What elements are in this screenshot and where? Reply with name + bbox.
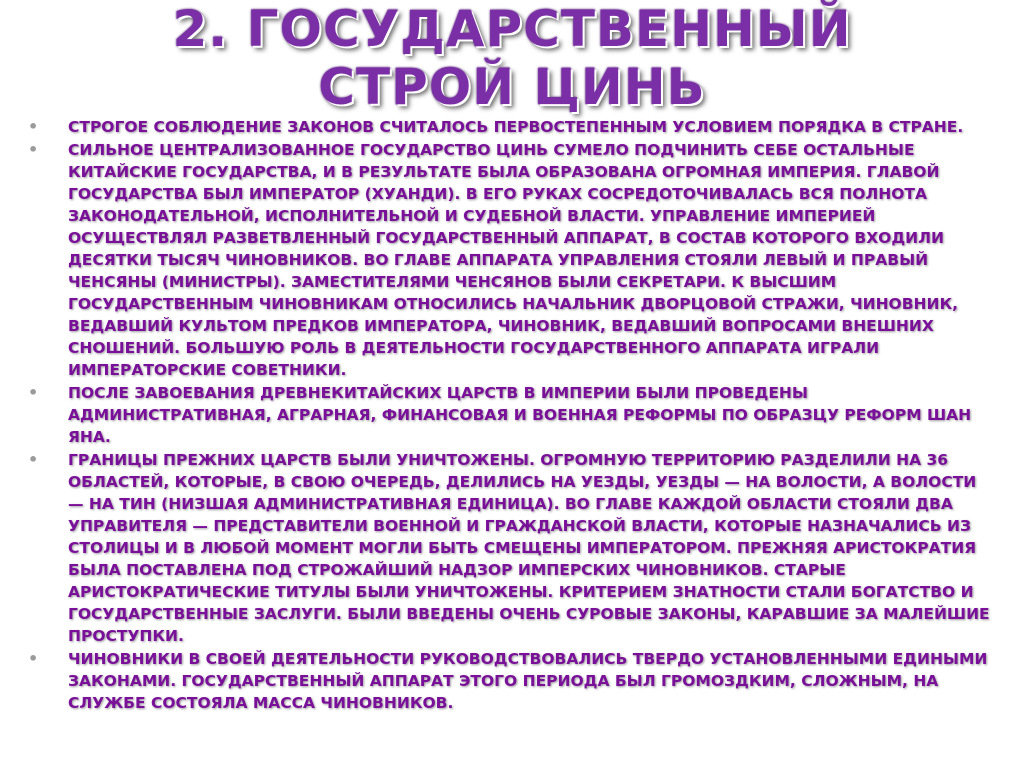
bullet-text: ЧИНОВНИКИ В СВОЕЙ ДЕЯТЕЛЬНОСТИ РУКОВОДСТВОВАЛИСЬ ТВЕРДО УСТАНОВЛЕННЫМИ ЕДИНЫМИ ЗАКОНАМИ. ГОСУДАРСТВЕННЫЙ АППАРАТ ЭТОГО ПЕРИОДА БЫЛ ГРОМОЗДКИМ, СЛОЖНЫМ, НА СЛУЖБЕ СОСТОЯЛА МАССА ЧИНОВНИКОВ. [68,650,988,712]
bullet-list [28,116,993,715]
slide-title-line-1: 2. ГОСУДАРСТВЕННЫЙ [172,0,852,58]
bullet-dot: • [28,117,39,136]
bullet-item [28,449,993,647]
bullet-item [28,116,993,138]
bullet-text: СИЛЬНОЕ ЦЕНТРАЛИЗОВАННОЕ ГОСУДАРСТВО ЦИНЬ СУМЕЛО ПОДЧИНИТЬ СЕБЕ ОСТАЛЬНЫЕ КИТАЙСКИЕ ГОСУДАРСТВА, И В РЕЗУЛЬТАТЕ БЫЛА ОБРАЗОВАНА ОГРОМНАЯ ИМПЕРИЯ. ГЛАВОЙ ГОСУДАРСТВА БЫЛ ИМПЕРАТОР (ХУАНДИ). В ЕГО РУКАХ СОСРЕДОТОЧИВАЛАСЬ ВСЯ ПОЛНОТА ЗАКОНОДАТЕЛЬНОЙ, ИСПОЛНИТЕЛЬНОЙ И СУДЕБНОЙ ВЛАСТИ. УПРАВЛЕНИЕ ИМПЕРИЕЙ ОСУЩЕСТВЛЯЛ РАЗВЕТВЛЕННЫЙ ГОСУДАРСТВЕННЫЙ АППАРАТ, В СОСТАВ КОТОРОГО ВХОДИЛИ ДЕСЯТКИ ТЫСЯЧ ЧИНОВНИКОВ. ВО ГЛАВЕ АППАРАТА УПРАВЛЕНИЯ СТОЯЛИ ЛЕВЫЙ И ПРАВЫЙ ЧЕНСЯНЫ (МИНИСТРЫ). ЗАМЕСТИТЕЛЯМИ ЧЕНСЯНОВ БЫЛИ СЕКРЕТАРИ. К ВЫСШИМ ГОСУДАРСТВЕННЫМ ЧИНОВНИКАМ ОТНОСИЛИСЬ НАЧАЛЬНИК ДВОРЦОВОЙ СТРАЖИ, ЧИНОВНИК, ВЕДАВШИЙ КУЛЬТОМ ПРЕДКОВ ИМПЕРАТОРА, ЧИНОВНИК, ВЕДАВШИЙ ВОПРОСАМИ ВНЕШНИХ СНОШЕНИЙ. БОЛЬШУЮ РОЛЬ В ДЕЯТЕЛЬНОСТИ ГОСУДАРСТВЕННОГО АППАРАТА ИГРАЛИ ИМПЕРАТОРСКИЕ СОВЕТНИКИ. [68,141,959,379]
bullet-text: ПОСЛЕ ЗАВОЕВАНИЯ ДРЕВНЕКИТАЙСКИХ ЦАРСТВ В ИМПЕРИИ БЫЛИ ПРОВЕДЕНЫ АДМИНИСТРАТИВНАЯ, АГРАРНАЯ, ФИНАНСОВАЯ И ВОЕННАЯ РЕФОРМЫ ПО ОБРАЗЦУ РЕФОРМ ШАН ЯНА. [68,384,972,446]
bullet-item [28,648,993,714]
slide-title [0,0,1024,116]
bullet-dot: • [28,383,39,402]
bullet-item [28,382,993,448]
bullet-dot: • [28,140,39,159]
slide-title-line-2: СТРОЙ ЦИНЬ [318,58,706,116]
bullet-dot: • [28,649,39,668]
bullet-dot: • [28,450,39,469]
bullet-text: ГРАНИЦЫ ПРЕЖНИХ ЦАРСТВ БЫЛИ УНИЧТОЖЕНЫ. ОГРОМНУЮ ТЕРРИТОРИЮ РАЗДЕЛИЛИ НА 36 ОБЛАСТЕЙ, КОТОРЫЕ, В СВОЮ ОЧЕРЕДЬ, ДЕЛИЛИСЬ НА УЕЗДЫ, УЕЗДЫ — НА ВОЛОСТИ, А ВОЛОСТИ — НА ТИН (НИЗШАЯ АДМИНИСТРАТИВНАЯ ЕДИНИЦА). ВО ГЛАВЕ КАЖДОЙ ОБЛАСТИ СТОЯЛИ ДВА УПРАВИТЕЛЯ — ПРЕДСТАВИТЕЛИ ВОЕННОЙ И ГРАЖДАНСКОЙ ВЛАСТИ, КОТОРЫЕ НАЗНАЧАЛИСЬ ИЗ СТОЛИЦЫ И В ЛЮБОЙ МОМЕНТ МОГЛИ БЫТЬ СМЕЩЕНЫ ИМПЕРАТОРОМ. ПРЕЖНЯЯ АРИСТОКРАТИЯ БЫЛА ПОСТАВЛЕНА ПОД СТРОЖАЙШИЙ НАДЗОР ИМПЕРСКИХ ЧИНОВНИКОВ. СТАРЫЕ АРИСТОКРАТИЧЕСКИЕ ТИТУЛЫ БЫЛИ УНИЧТОЖЕНЫ. КРИТЕРИЕМ ЗНАТНОСТИ СТАЛИ БОГАТСТВО И ГОСУДАРСТВЕННЫЕ ЗАСЛУГИ. БЫЛИ ВВЕДЕНЫ ОЧЕНЬ СУРОВЫЕ ЗАКОНЫ, КАРАВШИЕ ЗА МАЛЕЙШИЕ ПРОСТУПКИ. [68,451,990,645]
bullet-item [28,139,993,381]
bullet-text: СТРОГОЕ СОБЛЮДЕНИЕ ЗАКОНОВ СЧИТАЛОСЬ ПЕРВОСТЕПЕННЫМ УСЛОВИЕМ ПОРЯДКА В СТРАНЕ. [68,118,964,136]
